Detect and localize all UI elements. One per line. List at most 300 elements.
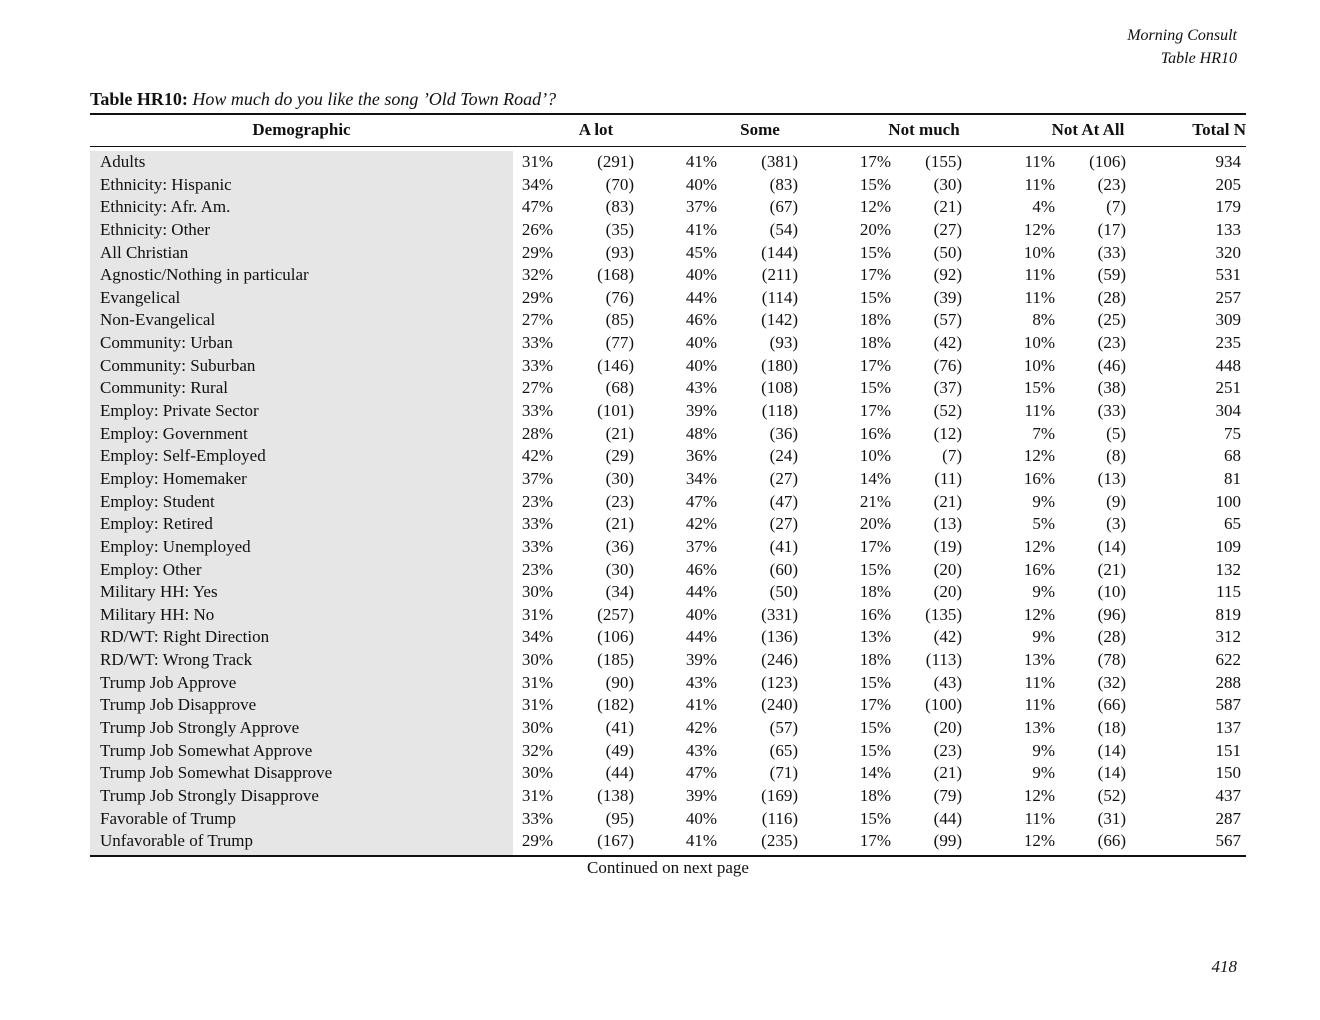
cell-a-lot-n: (41): [605, 718, 634, 738]
cell-some-n: (169): [761, 785, 798, 805]
cell-not-at-all-n: (32): [1097, 672, 1126, 692]
cell-some-n: (142): [761, 310, 798, 330]
cell-not-at-all-n: (3): [1106, 514, 1126, 534]
cell-total-n: 309: [1215, 310, 1241, 330]
table-row: [90, 649, 1246, 672]
cell-some-n: (54): [769, 219, 798, 239]
cell-a-lot-pct: 31%: [521, 695, 553, 715]
page-number: 418: [1211, 957, 1237, 976]
cell-some-n: (57): [769, 718, 798, 738]
cell-a-lot-n: (291): [597, 152, 634, 171]
cell-total-n: 235: [1215, 333, 1241, 353]
cell-some-pct: 40%: [685, 174, 717, 194]
table-row: [90, 423, 1246, 446]
table-row: [90, 672, 1246, 695]
cell-a-lot-n: (29): [605, 446, 634, 466]
cell-not-at-all-n: (9): [1106, 491, 1126, 511]
cell-not-at-all-pct: 16%: [1023, 559, 1055, 579]
col-header-not-much: Not much: [888, 120, 960, 139]
cell-not-at-all-n: (106): [1089, 152, 1126, 171]
cell-some-pct: 41%: [685, 831, 717, 851]
cell-not-much-n: (92): [933, 265, 962, 285]
cell-not-much-pct: 20%: [859, 219, 891, 239]
cell-not-much-pct: 14%: [859, 763, 891, 783]
cell-total-n: 137: [1215, 718, 1241, 738]
cell-a-lot-n: (23): [605, 491, 634, 511]
cell-total-n: 287: [1215, 808, 1241, 828]
cell-total-n: 115: [1216, 582, 1241, 602]
cell-some-n: (136): [761, 627, 798, 647]
cell-some-pct: 34%: [685, 468, 717, 488]
cell-some-n: (180): [761, 355, 798, 375]
cell-some-n: (41): [769, 536, 798, 556]
row-demographic: Trump Job Strongly Disapprove: [100, 785, 319, 805]
row-demographic: Employ: Unemployed: [100, 536, 251, 556]
cell-a-lot-pct: 31%: [521, 785, 553, 805]
table-row: [90, 740, 1246, 763]
cell-not-at-all-n: (23): [1097, 174, 1126, 194]
cell-a-lot-pct: 30%: [521, 763, 553, 783]
cell-a-lot-n: (106): [597, 627, 634, 647]
cell-not-much-n: (76): [933, 355, 962, 375]
cell-some-pct: 44%: [685, 582, 717, 602]
table-row: [90, 491, 1246, 514]
cell-not-much-pct: 13%: [859, 627, 891, 647]
cell-a-lot-n: (93): [605, 242, 634, 262]
cell-total-n: 437: [1215, 785, 1241, 805]
cell-a-lot-n: (30): [605, 559, 634, 579]
cell-not-at-all-n: (23): [1097, 333, 1126, 353]
cell-some-pct: 42%: [685, 514, 717, 534]
cell-some-pct: 48%: [685, 423, 717, 443]
cell-not-at-all-n: (21): [1097, 559, 1126, 579]
table-row: [90, 355, 1246, 378]
cell-not-much-pct: 15%: [859, 287, 891, 307]
cell-not-at-all-n: (14): [1097, 536, 1126, 556]
row-demographic: Ethnicity: Hispanic: [100, 174, 232, 194]
col-header-demographic: Demographic: [252, 120, 351, 139]
cell-not-much-n: (52): [933, 401, 962, 421]
cell-a-lot-n: (35): [605, 219, 634, 239]
cell-not-much-n: (20): [933, 559, 962, 579]
cell-total-n: 151: [1215, 740, 1241, 760]
cell-not-much-n: (100): [925, 695, 962, 715]
cell-not-much-n: (57): [933, 310, 962, 330]
cell-some-pct: 47%: [685, 763, 717, 783]
cell-some-n: (93): [769, 333, 798, 353]
row-demographic: Adults: [100, 152, 146, 171]
row-demographic: Unfavorable of Trump: [100, 831, 253, 851]
table-row: [90, 513, 1246, 536]
cell-not-much-n: (42): [933, 627, 962, 647]
cell-a-lot-pct: 27%: [521, 310, 553, 330]
row-demographic: Military HH: Yes: [100, 582, 218, 602]
cell-not-at-all-n: (38): [1097, 378, 1126, 398]
cell-not-at-all-n: (17): [1097, 219, 1126, 239]
cell-not-much-n: (27): [933, 219, 962, 239]
cell-some-n: (118): [761, 401, 798, 421]
table-row: [90, 196, 1246, 219]
cell-not-much-pct: 15%: [859, 718, 891, 738]
cell-a-lot-pct: 23%: [521, 559, 553, 579]
cell-some-pct: 45%: [685, 242, 717, 262]
cell-some-pct: 39%: [685, 785, 717, 805]
cell-a-lot-n: (36): [605, 536, 634, 556]
cell-not-much-pct: 14%: [859, 468, 891, 488]
cell-a-lot-pct: 27%: [521, 378, 553, 398]
cell-some-n: (67): [769, 197, 798, 217]
table-title-label: Table HR10:: [90, 89, 188, 109]
cell-not-at-all-n: (31): [1097, 808, 1126, 828]
cell-not-at-all-pct: 11%: [1024, 152, 1055, 171]
cell-not-at-all-n: (96): [1097, 604, 1126, 624]
cell-not-much-n: (44): [933, 808, 962, 828]
cell-not-much-n: (23): [933, 740, 962, 760]
cell-not-at-all-n: (33): [1097, 401, 1126, 421]
cell-some-pct: 40%: [685, 355, 717, 375]
cell-not-much-n: (21): [933, 197, 962, 217]
row-demographic: Trump Job Strongly Approve: [100, 718, 300, 738]
cell-not-much-pct: 20%: [859, 514, 891, 534]
cell-a-lot-pct: 37%: [521, 468, 553, 488]
cell-a-lot-pct: 28%: [521, 423, 553, 443]
cell-some-pct: 41%: [685, 695, 717, 715]
cell-a-lot-pct: 31%: [521, 152, 553, 171]
cell-some-pct: 37%: [685, 197, 717, 217]
cell-some-pct: 43%: [685, 740, 717, 760]
cell-not-at-all-pct: 11%: [1024, 174, 1055, 194]
cell-some-n: (123): [761, 672, 798, 692]
row-demographic: Trump Job Somewhat Approve: [100, 740, 313, 760]
table-row: [90, 174, 1246, 197]
cell-not-at-all-pct: 10%: [1023, 355, 1055, 375]
cell-total-n: 587: [1215, 695, 1241, 715]
cell-not-much-pct: 17%: [859, 401, 891, 421]
cell-total-n: 320: [1215, 242, 1241, 262]
cell-a-lot-pct: 33%: [521, 514, 553, 534]
cell-a-lot-pct: 33%: [521, 333, 553, 353]
cell-not-much-n: (7): [942, 446, 962, 466]
cell-a-lot-pct: 31%: [521, 672, 553, 692]
cell-a-lot-pct: 42%: [521, 446, 553, 466]
cell-not-much-n: (11): [934, 468, 962, 488]
cell-not-much-pct: 15%: [859, 740, 891, 760]
cell-not-much-pct: 17%: [859, 695, 891, 715]
col-header-total-n: Total N: [1192, 120, 1246, 139]
row-demographic: Ethnicity: Other: [100, 219, 211, 239]
cell-a-lot-n: (95): [605, 808, 634, 828]
cell-not-much-pct: 15%: [859, 672, 891, 692]
cell-not-at-all-pct: 11%: [1024, 808, 1055, 828]
cell-some-n: (24): [769, 446, 798, 466]
cell-some-n: (47): [769, 491, 798, 511]
cell-not-at-all-n: (18): [1097, 718, 1126, 738]
cell-some-n: (235): [761, 831, 798, 851]
cell-not-much-n: (21): [933, 763, 962, 783]
table-row: [90, 264, 1246, 287]
table-row: [90, 151, 1246, 174]
cell-not-at-all-n: (28): [1097, 287, 1126, 307]
cell-a-lot-n: (49): [605, 740, 634, 760]
cell-some-pct: 40%: [685, 808, 717, 828]
cell-total-n: 567: [1215, 831, 1241, 851]
row-demographic: Employ: Private Sector: [100, 401, 259, 421]
cell-not-at-all-n: (66): [1097, 831, 1126, 851]
cell-not-at-all-pct: 10%: [1023, 333, 1055, 353]
cell-a-lot-pct: 29%: [521, 287, 553, 307]
cell-not-much-pct: 17%: [859, 265, 891, 285]
cell-not-at-all-pct: 13%: [1023, 650, 1055, 670]
cell-not-at-all-pct: 7%: [1032, 423, 1055, 443]
cell-not-much-pct: 15%: [859, 559, 891, 579]
cell-some-n: (114): [761, 287, 798, 307]
cell-not-much-pct: 16%: [859, 604, 891, 624]
row-demographic: RD/WT: Wrong Track: [100, 650, 253, 670]
cell-not-at-all-pct: 12%: [1023, 604, 1055, 624]
table-row: [90, 219, 1246, 242]
col-header-a-lot: A lot: [578, 120, 614, 139]
cell-not-much-pct: 15%: [859, 378, 891, 398]
cell-not-much-pct: 15%: [859, 242, 891, 262]
cell-not-at-all-n: (13): [1097, 468, 1126, 488]
row-demographic: Trump Job Disapprove: [100, 695, 257, 715]
table-row: [90, 287, 1246, 310]
cell-not-at-all-n: (78): [1097, 650, 1126, 670]
table-row: [90, 626, 1246, 649]
cell-some-n: (331): [761, 604, 798, 624]
cell-not-much-pct: 17%: [859, 355, 891, 375]
table-row: [90, 604, 1246, 627]
cell-not-much-pct: 16%: [859, 423, 891, 443]
cell-not-at-all-pct: 11%: [1024, 287, 1055, 307]
header-rule: [90, 146, 1246, 147]
page-header: [1127, 24, 1237, 70]
row-demographic: All Christian: [100, 242, 189, 262]
cell-not-at-all-n: (46): [1097, 355, 1126, 375]
cell-not-much-n: (37): [933, 378, 962, 398]
row-demographic: Employ: Other: [100, 559, 202, 579]
cell-some-n: (381): [761, 152, 798, 171]
cell-a-lot-pct: 33%: [521, 536, 553, 556]
cell-not-much-pct: 18%: [859, 650, 891, 670]
cell-not-at-all-pct: 9%: [1032, 582, 1055, 602]
col-header-not-at-all: Not At All: [1051, 120, 1125, 139]
publisher-name: Morning Consult: [1127, 27, 1237, 44]
cell-not-much-pct: 18%: [859, 333, 891, 353]
row-demographic: Trump Job Approve: [100, 672, 237, 692]
cell-some-pct: 37%: [685, 536, 717, 556]
cell-total-n: 150: [1215, 763, 1241, 783]
table-row: [90, 468, 1246, 491]
cell-a-lot-pct: 32%: [521, 740, 553, 760]
cell-some-pct: 40%: [685, 265, 717, 285]
cell-not-much-pct: 15%: [859, 808, 891, 828]
cell-not-at-all-pct: 9%: [1032, 740, 1055, 760]
cell-total-n: 304: [1215, 401, 1241, 421]
cell-a-lot-pct: 47%: [521, 197, 553, 217]
cell-some-pct: 40%: [685, 333, 717, 353]
col-header-some: Some: [740, 120, 780, 139]
table-row: [90, 445, 1246, 468]
table-body: [90, 151, 1246, 853]
cell-some-pct: 46%: [685, 310, 717, 330]
cell-not-at-all-pct: 16%: [1023, 468, 1055, 488]
cell-not-at-all-pct: 9%: [1032, 491, 1055, 511]
cell-not-at-all-pct: 12%: [1023, 831, 1055, 851]
cell-not-at-all-n: (8): [1106, 446, 1126, 466]
cell-total-n: 133: [1215, 219, 1241, 239]
cell-not-at-all-n: (25): [1097, 310, 1126, 330]
cell-some-pct: 44%: [685, 627, 717, 647]
cell-some-n: (83): [769, 174, 798, 194]
cell-a-lot-pct: 29%: [521, 242, 553, 262]
cell-a-lot-pct: 34%: [521, 174, 553, 194]
table-id: Table HR10: [1160, 50, 1237, 67]
cell-some-pct: 39%: [685, 401, 717, 421]
row-demographic: Non-Evangelical: [100, 310, 216, 330]
cell-not-much-pct: 18%: [859, 785, 891, 805]
table-row: [90, 785, 1246, 808]
cell-a-lot-n: (77): [605, 333, 634, 353]
cell-some-pct: 41%: [685, 152, 717, 171]
table-row: [90, 332, 1246, 355]
cell-not-much-pct: 17%: [859, 536, 891, 556]
row-demographic: Agnostic/Nothing in particular: [100, 265, 309, 285]
cell-a-lot-pct: 33%: [521, 401, 553, 421]
cell-a-lot-pct: 30%: [521, 718, 553, 738]
cell-not-much-n: (50): [933, 242, 962, 262]
cell-a-lot-n: (90): [605, 672, 634, 692]
cell-not-at-all-pct: 11%: [1024, 401, 1055, 421]
cell-some-pct: 44%: [685, 287, 717, 307]
cell-not-at-all-n: (66): [1097, 695, 1126, 715]
cell-not-at-all-n: (10): [1097, 582, 1126, 602]
cell-a-lot-n: (76): [605, 287, 634, 307]
cell-not-at-all-pct: 12%: [1023, 536, 1055, 556]
cell-total-n: 81: [1224, 468, 1241, 488]
cell-total-n: 75: [1224, 423, 1241, 443]
cell-a-lot-n: (34): [605, 582, 634, 602]
row-demographic: Employ: Self-Employed: [100, 446, 266, 466]
cell-not-at-all-n: (33): [1097, 242, 1126, 262]
cell-a-lot-n: (182): [597, 695, 634, 715]
cell-not-much-n: (20): [933, 718, 962, 738]
cell-not-much-n: (21): [933, 491, 962, 511]
cell-not-at-all-pct: 12%: [1023, 785, 1055, 805]
row-demographic: Employ: Homemaker: [100, 468, 247, 488]
cell-a-lot-pct: 33%: [521, 355, 553, 375]
cell-not-at-all-pct: 11%: [1024, 672, 1055, 692]
table-row: [90, 830, 1246, 853]
cell-not-at-all-pct: 11%: [1024, 695, 1055, 715]
table-row: [90, 694, 1246, 717]
cell-not-much-pct: 15%: [859, 174, 891, 194]
cell-not-at-all-pct: 12%: [1023, 219, 1055, 239]
cell-not-much-pct: 17%: [859, 831, 891, 851]
cell-total-n: 622: [1215, 650, 1241, 670]
cell-a-lot-n: (257): [597, 604, 634, 624]
cell-some-pct: 39%: [685, 650, 717, 670]
cell-total-n: 448: [1215, 355, 1241, 375]
cell-not-much-n: (12): [933, 423, 962, 443]
cell-a-lot-n: (68): [605, 378, 634, 398]
cell-not-much-n: (113): [925, 650, 962, 670]
cell-not-much-n: (20): [933, 582, 962, 602]
cell-a-lot-n: (21): [605, 423, 634, 443]
table-row: [90, 242, 1246, 265]
row-demographic: Community: Suburban: [100, 355, 256, 375]
cell-not-at-all-n: (52): [1097, 785, 1126, 805]
cell-total-n: 819: [1215, 604, 1241, 624]
cell-a-lot-pct: 29%: [521, 831, 553, 851]
table-row: [90, 400, 1246, 423]
table-row: [90, 536, 1246, 559]
cell-a-lot-pct: 31%: [521, 604, 553, 624]
row-demographic: Ethnicity: Afr. Am.: [100, 197, 231, 217]
cell-total-n: 100: [1215, 491, 1241, 511]
cell-a-lot-pct: 30%: [521, 650, 553, 670]
cell-not-much-pct: 21%: [859, 491, 891, 511]
cell-not-much-pct: 18%: [859, 310, 891, 330]
cell-some-n: (108): [761, 378, 798, 398]
table-row: [90, 309, 1246, 332]
cell-not-at-all-n: (59): [1097, 265, 1126, 285]
cell-not-much-pct: 10%: [859, 446, 891, 466]
cell-some-n: (27): [769, 468, 798, 488]
cell-total-n: 65: [1224, 514, 1241, 534]
table-row: [90, 377, 1246, 400]
cell-a-lot-n: (101): [597, 401, 634, 421]
table-row: [90, 762, 1246, 785]
cell-a-lot-n: (44): [605, 763, 634, 783]
cell-not-at-all-pct: 5%: [1032, 514, 1055, 534]
cell-some-n: (50): [769, 582, 798, 602]
cell-not-much-pct: 12%: [859, 197, 891, 217]
cell-a-lot-pct: 23%: [521, 491, 553, 511]
cell-a-lot-n: (70): [605, 174, 634, 194]
cell-not-at-all-pct: 9%: [1032, 763, 1055, 783]
table-row: [90, 717, 1246, 740]
cell-not-at-all-pct: 8%: [1032, 310, 1055, 330]
cell-total-n: 257: [1215, 287, 1241, 307]
cell-a-lot-n: (167): [597, 831, 634, 851]
cell-total-n: 109: [1215, 536, 1241, 556]
continued-note: Continued on next page: [587, 858, 749, 877]
cell-not-much-n: (42): [933, 333, 962, 353]
cell-some-n: (211): [761, 265, 798, 285]
row-demographic: Community: Urban: [100, 333, 233, 353]
cell-some-n: (144): [761, 242, 798, 262]
cell-not-much-n: (43): [933, 672, 962, 692]
cell-total-n: 68: [1224, 446, 1241, 466]
cell-a-lot-n: (85): [605, 310, 634, 330]
cell-not-much-n: (19): [933, 536, 962, 556]
cell-not-at-all-n: (14): [1097, 740, 1126, 760]
row-demographic: Favorable of Trump: [100, 808, 236, 828]
cell-a-lot-n: (83): [605, 197, 634, 217]
cell-some-n: (116): [761, 808, 798, 828]
cell-a-lot-pct: 26%: [521, 219, 553, 239]
table-title: [90, 87, 556, 111]
cell-not-much-n: (135): [925, 604, 962, 624]
cell-not-at-all-pct: 15%: [1023, 378, 1055, 398]
cell-not-much-n: (30): [933, 174, 962, 194]
cell-some-pct: 43%: [685, 672, 717, 692]
cell-not-at-all-pct: 10%: [1023, 242, 1055, 262]
cell-total-n: 312: [1215, 627, 1241, 647]
row-demographic: Trump Job Somewhat Disapprove: [100, 763, 333, 783]
cell-not-much-pct: 18%: [859, 582, 891, 602]
